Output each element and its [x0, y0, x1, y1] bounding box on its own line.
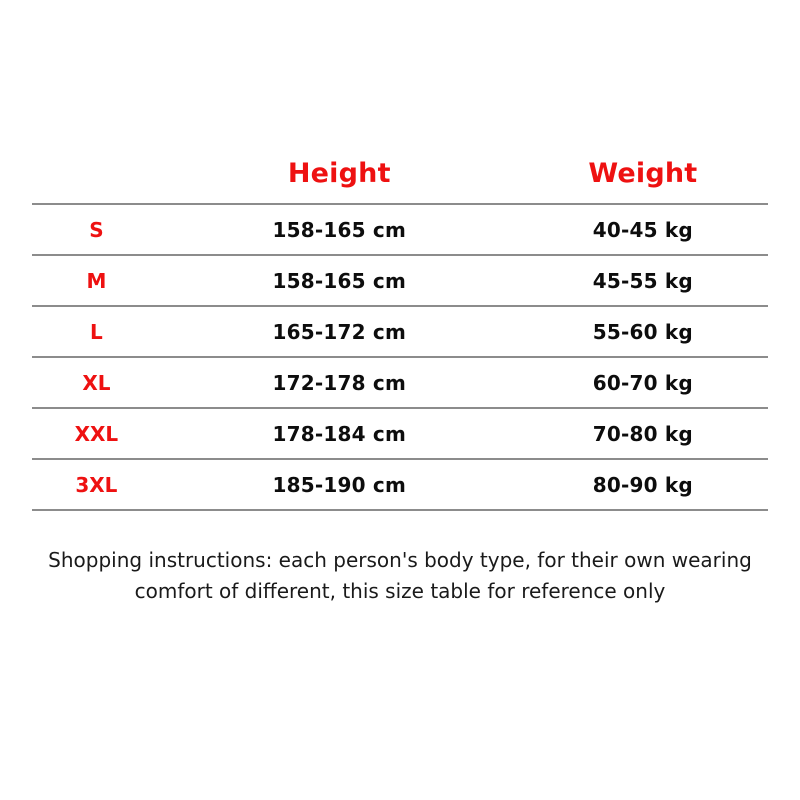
table-row [32, 408, 768, 459]
table-row [32, 459, 768, 510]
cell-weight: 70-80 kg [518, 408, 768, 459]
table-row [32, 306, 768, 357]
cell-size: XXL [32, 408, 161, 459]
table-body [32, 204, 768, 510]
shopping-instructions-line-1: Shopping instructions: each person's body type, for their own wearing [48, 548, 752, 572]
shopping-instructions-line-2: comfort of different, this size table for reference only [134, 579, 666, 603]
table-row [32, 255, 768, 306]
column-header-size [32, 158, 161, 204]
cell-weight: 60-70 kg [518, 357, 768, 408]
size-chart-table [32, 158, 768, 511]
cell-size: M [32, 255, 161, 306]
cell-height: 165-172 cm [161, 306, 518, 357]
cell-size: S [32, 204, 161, 255]
cell-height: 158-165 cm [161, 204, 518, 255]
cell-weight: 45-55 kg [518, 255, 768, 306]
cell-weight: 55-60 kg [518, 306, 768, 357]
cell-weight: 80-90 kg [518, 459, 768, 510]
column-header-weight: Weight [588, 158, 698, 189]
cell-height: 178-184 cm [161, 408, 518, 459]
cell-size: XL [32, 357, 161, 408]
shopping-instructions [32, 545, 768, 607]
cell-height: 172-178 cm [161, 357, 518, 408]
cell-size: L [32, 306, 161, 357]
table-row [32, 204, 768, 255]
cell-size: 3XL [32, 459, 161, 510]
cell-weight: 40-45 kg [518, 204, 768, 255]
cell-height: 158-165 cm [161, 255, 518, 306]
header-row [32, 158, 768, 204]
table-row [32, 357, 768, 408]
column-header-height: Height [287, 158, 391, 189]
cell-height: 185-190 cm [161, 459, 518, 510]
table-header [32, 158, 768, 204]
size-chart-container [32, 158, 768, 511]
